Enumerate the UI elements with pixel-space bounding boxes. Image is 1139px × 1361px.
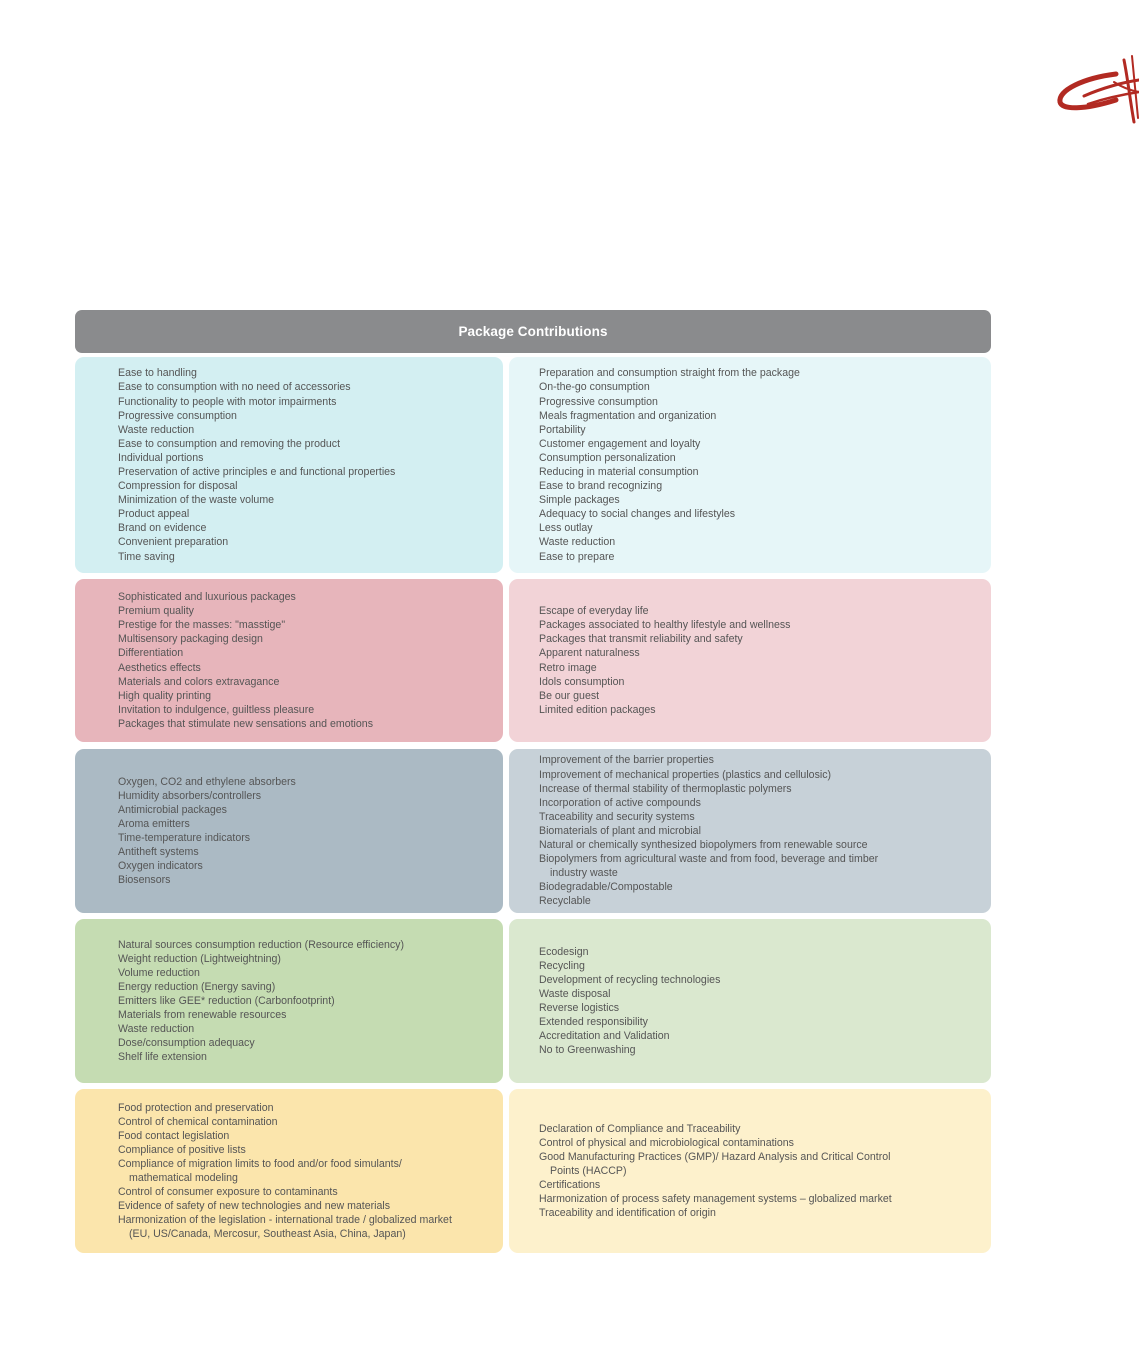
list-item: Food protection and preservation bbox=[118, 1101, 274, 1114]
list-item: Increase of thermal stability of thermoplastic polymers bbox=[539, 782, 792, 795]
list-item: Dose/consumption adequacy bbox=[118, 1037, 255, 1050]
list-item: Declaration of Compliance and Traceability bbox=[539, 1122, 741, 1135]
list-item: Simple packages bbox=[539, 494, 620, 507]
list-item: Materials and colors extravagance bbox=[118, 675, 280, 688]
list-item: Brand on evidence bbox=[118, 522, 207, 535]
list-item: Preservation of active principles e and functional properties bbox=[118, 466, 396, 478]
list-item: Humidity absorbers/controllers bbox=[118, 789, 262, 802]
list-item: Biomaterials of plant and microbial bbox=[539, 824, 701, 837]
list-item: Harmonization of process safety management systems – globalized market bbox=[539, 1193, 892, 1206]
list-item: High quality printing bbox=[118, 689, 212, 702]
list-item: Shelf life extension bbox=[118, 1051, 207, 1064]
list-item: Escape of everyday life bbox=[539, 605, 649, 618]
list-item: Improvement of mechanical properties (plastics and cellulosic) bbox=[539, 768, 832, 781]
cell-row4-right bbox=[509, 919, 991, 1083]
list-item: Portability bbox=[539, 423, 586, 436]
list-item: Volume reduction bbox=[118, 966, 200, 979]
list-item: Prestige for the masses: "masstige" bbox=[118, 619, 286, 632]
list-item: Natural or chemically synthesized biopolymers from renewable source bbox=[539, 839, 868, 852]
list-item: Oxygen, CO2 and ethylene absorbers bbox=[118, 775, 296, 788]
list-item: Accreditation and Validation bbox=[539, 1030, 670, 1043]
list-item: Reverse logistics bbox=[539, 1002, 620, 1014]
list-item: On-the-go consumption bbox=[539, 381, 650, 394]
list-item: Be our guest bbox=[539, 689, 600, 702]
cell-row2-right bbox=[509, 579, 991, 742]
cell-row5-right bbox=[509, 1089, 991, 1253]
list-item: Product appeal bbox=[118, 508, 190, 521]
list-item: Food contact legislation bbox=[118, 1129, 230, 1142]
list-item: Minimization of the waste volume bbox=[118, 494, 275, 507]
list-item: Ease to consumption with no need of accessories bbox=[118, 381, 351, 394]
list-item-continuation: industry waste bbox=[550, 867, 618, 880]
list-item: Improvement of the barrier properties bbox=[539, 754, 714, 767]
list-item: Reducing in material consumption bbox=[539, 466, 699, 478]
list-item: Weight reduction (Lightweightning) bbox=[118, 952, 281, 965]
list-item: Antimicrobial packages bbox=[118, 803, 227, 816]
list-item: Sophisticated and luxurious packages bbox=[118, 591, 296, 604]
list-item: Less outlay bbox=[539, 522, 593, 535]
cell-row3-right bbox=[509, 749, 991, 913]
list-item: Biodegradable/Compostable bbox=[539, 881, 673, 894]
list-item: Energy reduction (Energy saving) bbox=[118, 980, 276, 993]
list-item: Adequacy to social changes and lifestyles bbox=[539, 508, 736, 521]
list-item: Convenient preparation bbox=[118, 536, 229, 549]
list-item: Certifications bbox=[539, 1179, 601, 1192]
list-item: Traceability and identification of origin bbox=[539, 1207, 716, 1220]
cell-row2-left bbox=[75, 579, 503, 742]
list-item: Functionality to people with motor impairments bbox=[118, 395, 337, 408]
table-header bbox=[75, 310, 991, 353]
list-item: Biopolymers from agricultural waste and from food, beverage and timber industry waste bbox=[539, 852, 985, 880]
list-item: Multisensory packaging design bbox=[118, 633, 263, 646]
list-item: Emitters like GEE* reduction (Carbonfootprint) bbox=[118, 994, 335, 1007]
list-item-continuation: (EU, US/Canada, Mercosur, Southeast Asia, China, Japan) bbox=[129, 1228, 406, 1241]
table-title: Package Contributions bbox=[458, 324, 608, 339]
list-item: Idols consumption bbox=[539, 675, 625, 688]
list-item: Natural sources consumption reduction (Resource efficiency) bbox=[118, 938, 404, 951]
list-item-continuation: Points (HACCP) bbox=[550, 1164, 627, 1177]
list-item: Time-temperature indicators bbox=[118, 832, 251, 844]
list-item: Preparation and consumption straight from the package bbox=[539, 367, 800, 380]
list-item: Compression for disposal bbox=[118, 480, 238, 493]
list-item: Progressive consumption bbox=[539, 395, 658, 408]
list-item: Biosensors bbox=[118, 874, 171, 887]
list-item: Ease to handling bbox=[118, 367, 197, 380]
list-item: Recyclable bbox=[539, 895, 591, 908]
list-item: Ease to consumption and removing the product bbox=[118, 437, 341, 450]
list-item: Limited edition packages bbox=[539, 703, 656, 716]
cell-row5-left bbox=[75, 1089, 503, 1253]
company-logo-icon bbox=[1054, 52, 1139, 124]
list-item: Aroma emitters bbox=[118, 817, 190, 830]
list-item: Meals fragmentation and organization bbox=[539, 409, 717, 422]
list-item: Harmonization of the legislation - international trade / globalized market (EU, US/Canada, Mercosur, Southeast Asia, China, Japan) bbox=[118, 1213, 497, 1241]
list-item: Waste reduction bbox=[118, 1023, 195, 1036]
list-item: Oxygen indicators bbox=[118, 860, 203, 873]
list-item: Compliance of migration limits to food and/or food simulants/ mathematical modeling bbox=[118, 1157, 497, 1185]
cell-row4-left bbox=[75, 919, 503, 1083]
list-item: Premium quality bbox=[118, 605, 194, 618]
list-item: Antitheft systems bbox=[118, 846, 199, 859]
list-item: Development of recycling technologies bbox=[539, 973, 721, 986]
list-item: Compliance of positive lists bbox=[118, 1143, 246, 1156]
list-item-continuation: mathematical modeling bbox=[129, 1172, 238, 1184]
list-item: Customer engagement and loyalty bbox=[539, 437, 701, 450]
cell-row3-left bbox=[75, 749, 503, 913]
list-item: Evidence of safety of new technologies and new materials bbox=[118, 1200, 391, 1213]
list-item: Apparent naturalness bbox=[539, 647, 640, 660]
list-item: Invitation to indulgence, guiltless pleasure bbox=[118, 703, 315, 716]
list-item: Extended responsibility bbox=[539, 1016, 648, 1029]
list-item: Good Manufacturing Practices (GMP)/ Hazard Analysis and Critical Control Points (HACCP) bbox=[539, 1150, 985, 1178]
list-item: Incorporation of active compounds bbox=[539, 796, 701, 809]
cell-row1-left bbox=[75, 357, 503, 573]
list-item: Individual portions bbox=[118, 451, 204, 464]
list-item: Time saving bbox=[118, 550, 175, 563]
list-item: Control of consumer exposure to contaminants bbox=[118, 1186, 338, 1199]
list-item: Packages associated to healthy lifestyle and wellness bbox=[539, 619, 791, 632]
list-item: Retro image bbox=[539, 661, 597, 674]
list-item: Packages that transmit reliability and safety bbox=[539, 633, 743, 646]
list-item: Differentiation bbox=[118, 647, 184, 660]
list-item: Waste reduction bbox=[539, 536, 616, 549]
list-item: Ease to prepare bbox=[539, 550, 615, 563]
list-item: Aesthetics effects bbox=[118, 661, 201, 674]
list-item: Control of physical and microbiological contaminations bbox=[539, 1136, 794, 1149]
list-item: Ecodesign bbox=[539, 945, 589, 958]
list-item: Control of chemical contamination bbox=[118, 1115, 278, 1128]
list-item: Progressive consumption bbox=[118, 409, 237, 422]
list-item: Ease to brand recognizing bbox=[539, 480, 663, 493]
list-item: Traceability and security systems bbox=[539, 810, 695, 823]
list-item: No to Greenwashing bbox=[539, 1044, 636, 1057]
list-item: Consumption personalization bbox=[539, 451, 676, 464]
list-item: Waste disposal bbox=[539, 987, 611, 1000]
cell-row1-right bbox=[509, 357, 991, 573]
list-item: Recycling bbox=[539, 959, 585, 972]
list-item: Waste reduction bbox=[118, 423, 195, 436]
list-item: Materials from renewable resources bbox=[118, 1009, 287, 1022]
list-item: Packages that stimulate new sensations and emotions bbox=[118, 717, 373, 730]
